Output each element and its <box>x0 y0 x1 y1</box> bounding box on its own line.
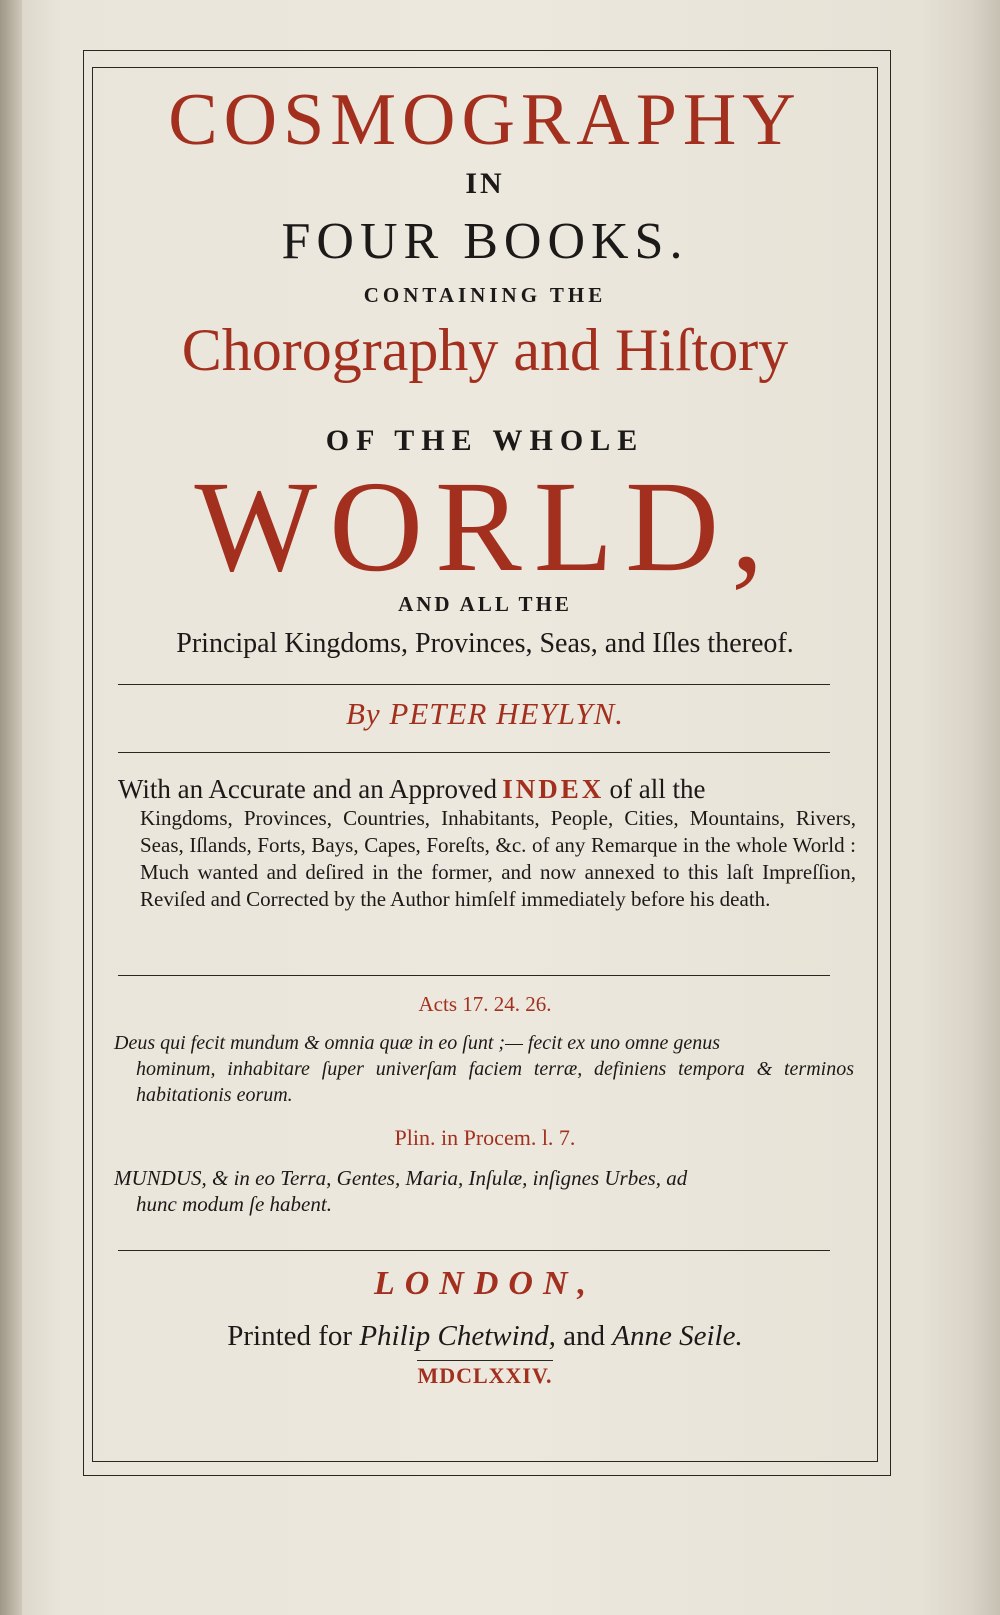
imprint-city: LONDON, <box>373 1265 597 1302</box>
index-lead-end: of all the <box>609 774 706 804</box>
title-of-the-whole: OF THE WHOLE <box>325 424 645 457</box>
title-and-all: AND ALL THE <box>398 592 572 616</box>
divider-rule <box>118 684 830 685</box>
acts-quote-rest: hominum, inhabitare ſuper univerſam faciem terræ, definiens tempora & terminos habitationis eorum. <box>136 1058 854 1106</box>
divider-rule <box>118 1250 830 1251</box>
pliny-quote-rest: hunc modum ſe habent. <box>136 1192 332 1216</box>
title-world: WORLD, <box>194 455 776 599</box>
index-lead: With an Accurate and an Approved <box>118 774 498 804</box>
title-chorography: Chorography and Hiſtory <box>181 317 789 383</box>
title-cosmography: COSMOGRAPHY <box>168 79 802 161</box>
divider-rule <box>118 975 830 976</box>
inner-border <box>92 67 878 1462</box>
pliny-quote-first: MUNDUS, & in eo Terra, Gentes, Maria, Inſulæ, inſignes Urbes, ad <box>114 1166 688 1190</box>
author-line: By PETER HEYLYN. <box>345 696 625 731</box>
index-description <box>118 776 856 913</box>
title-in: IN <box>465 167 505 200</box>
acts-reference: Acts 17. 24. 26. <box>418 992 552 1016</box>
book-gutter <box>0 0 22 1615</box>
index-rest: Kingdoms, Provinces, Countries, Inhabitants, People, Cities, Mountains, Rivers, Seas, Iſlands, Forts, Bays, Capes, Foreſts, &c. of any Remarque in the whole World : Much wanted and deſired in the former, and now annexed to this laſt Impreſſion, Reviſed and Corrected by the Author himſelf immediately before his death. <box>140 806 856 911</box>
imprint-year-line <box>92 1360 878 1389</box>
printer-name-2: Anne Seile. <box>612 1320 743 1352</box>
printer-and: and <box>563 1320 606 1352</box>
index-word: INDEX <box>502 774 605 804</box>
imprint-printer <box>92 1320 878 1353</box>
printed-for: Printed for <box>227 1320 353 1352</box>
divider-rule <box>118 752 830 753</box>
acts-quote-first: Deus qui fecit mundum & omnia quæ in eo ſunt ;— fecit ex uno omne genus <box>114 1032 721 1054</box>
printer-name-1: Philip Chetwind, <box>359 1320 556 1352</box>
imprint-year: MDCLXXIV. <box>417 1360 552 1389</box>
acts-quote <box>114 1030 854 1108</box>
pliny-reference: Plin. in Procem. l. 7. <box>394 1125 576 1150</box>
pliny-quote <box>114 1165 854 1217</box>
title-containing: CONTAINING THE <box>363 283 607 307</box>
title-principal: Principal Kingdoms, Provinces, Seas, and Iſles thereof. <box>176 628 794 659</box>
title-four-books: FOUR BOOKS. <box>281 213 689 270</box>
